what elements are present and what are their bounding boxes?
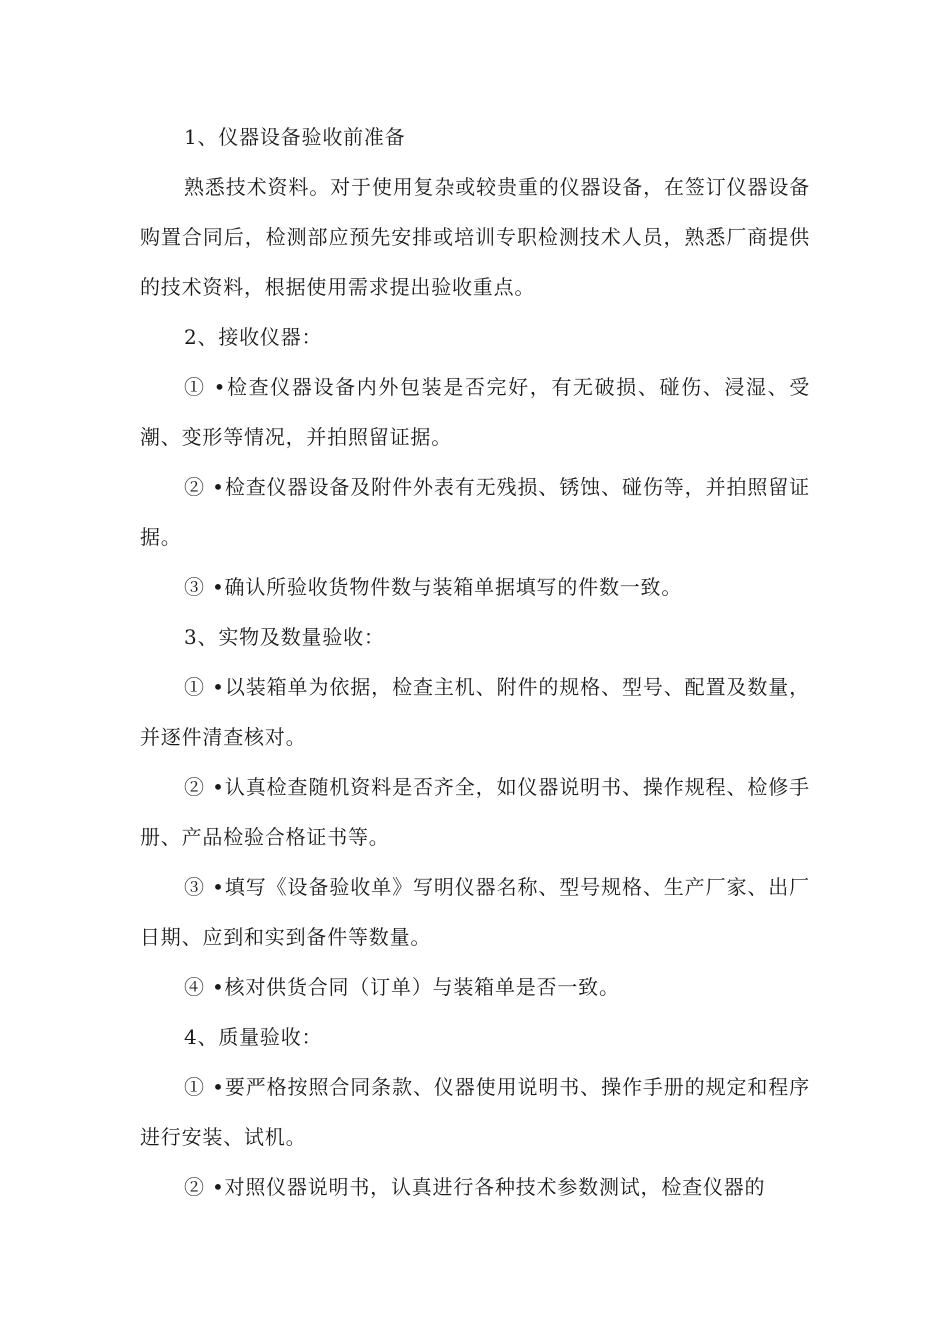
list-item: ① •要严格按照合同条款、仪器使用说明书、操作手册的规定和程序进行安装、试机。	[140, 1075, 810, 1149]
list-item: ② •对照仪器说明书，认真进行各种技术参数测试，检查仪器的	[184, 1175, 766, 1199]
list-item: ③ •确认所验收货物件数与装箱单据填写的件数一致。	[184, 575, 683, 599]
list-item: ① •以装箱单为依据，检查主机、附件的规格、型号、配置及数量，并逐件清查核对。	[140, 675, 810, 749]
section-heading-1: 1、仪器设备验收前准备	[184, 125, 406, 149]
list-item: ④ •核对供货合同（订单）与装箱单是否一致。	[184, 975, 620, 999]
paragraph-tech-docs: 熟悉技术资料。对于使用复杂或较贵重的仪器设备，在签订仪器设备购置合同后，检测部应预先安排或培训专职检测技术人员，熟悉厂商提供的技术资料，根据使用需求提出验收重点。	[140, 175, 810, 299]
section-heading-4: 4、质量验收：	[184, 1025, 323, 1049]
list-item: ① •检查仪器设备内外包装是否完好，有无破损、碰伤、浸湿、受潮、变形等情况，并拍照留证据。	[140, 375, 810, 449]
list-item: ③ •填写《设备验收单》写明仪器名称、型号规格、生产厂家、出厂日期、应到和实到备件等数量。	[140, 875, 810, 949]
section-heading-2: 2、接收仪器：	[184, 325, 323, 349]
section-heading-3: 3、实物及数量验收：	[184, 625, 385, 649]
list-item: ② •认真检查随机资料是否齐全，如仪器说明书、操作规程、检修手册、产品检验合格证书等。	[140, 775, 810, 849]
document-body	[140, 112, 810, 1212]
list-item: ② •检查仪器设备及附件外表有无残损、锈蚀、碰伤等，并拍照留证据。	[140, 475, 810, 549]
